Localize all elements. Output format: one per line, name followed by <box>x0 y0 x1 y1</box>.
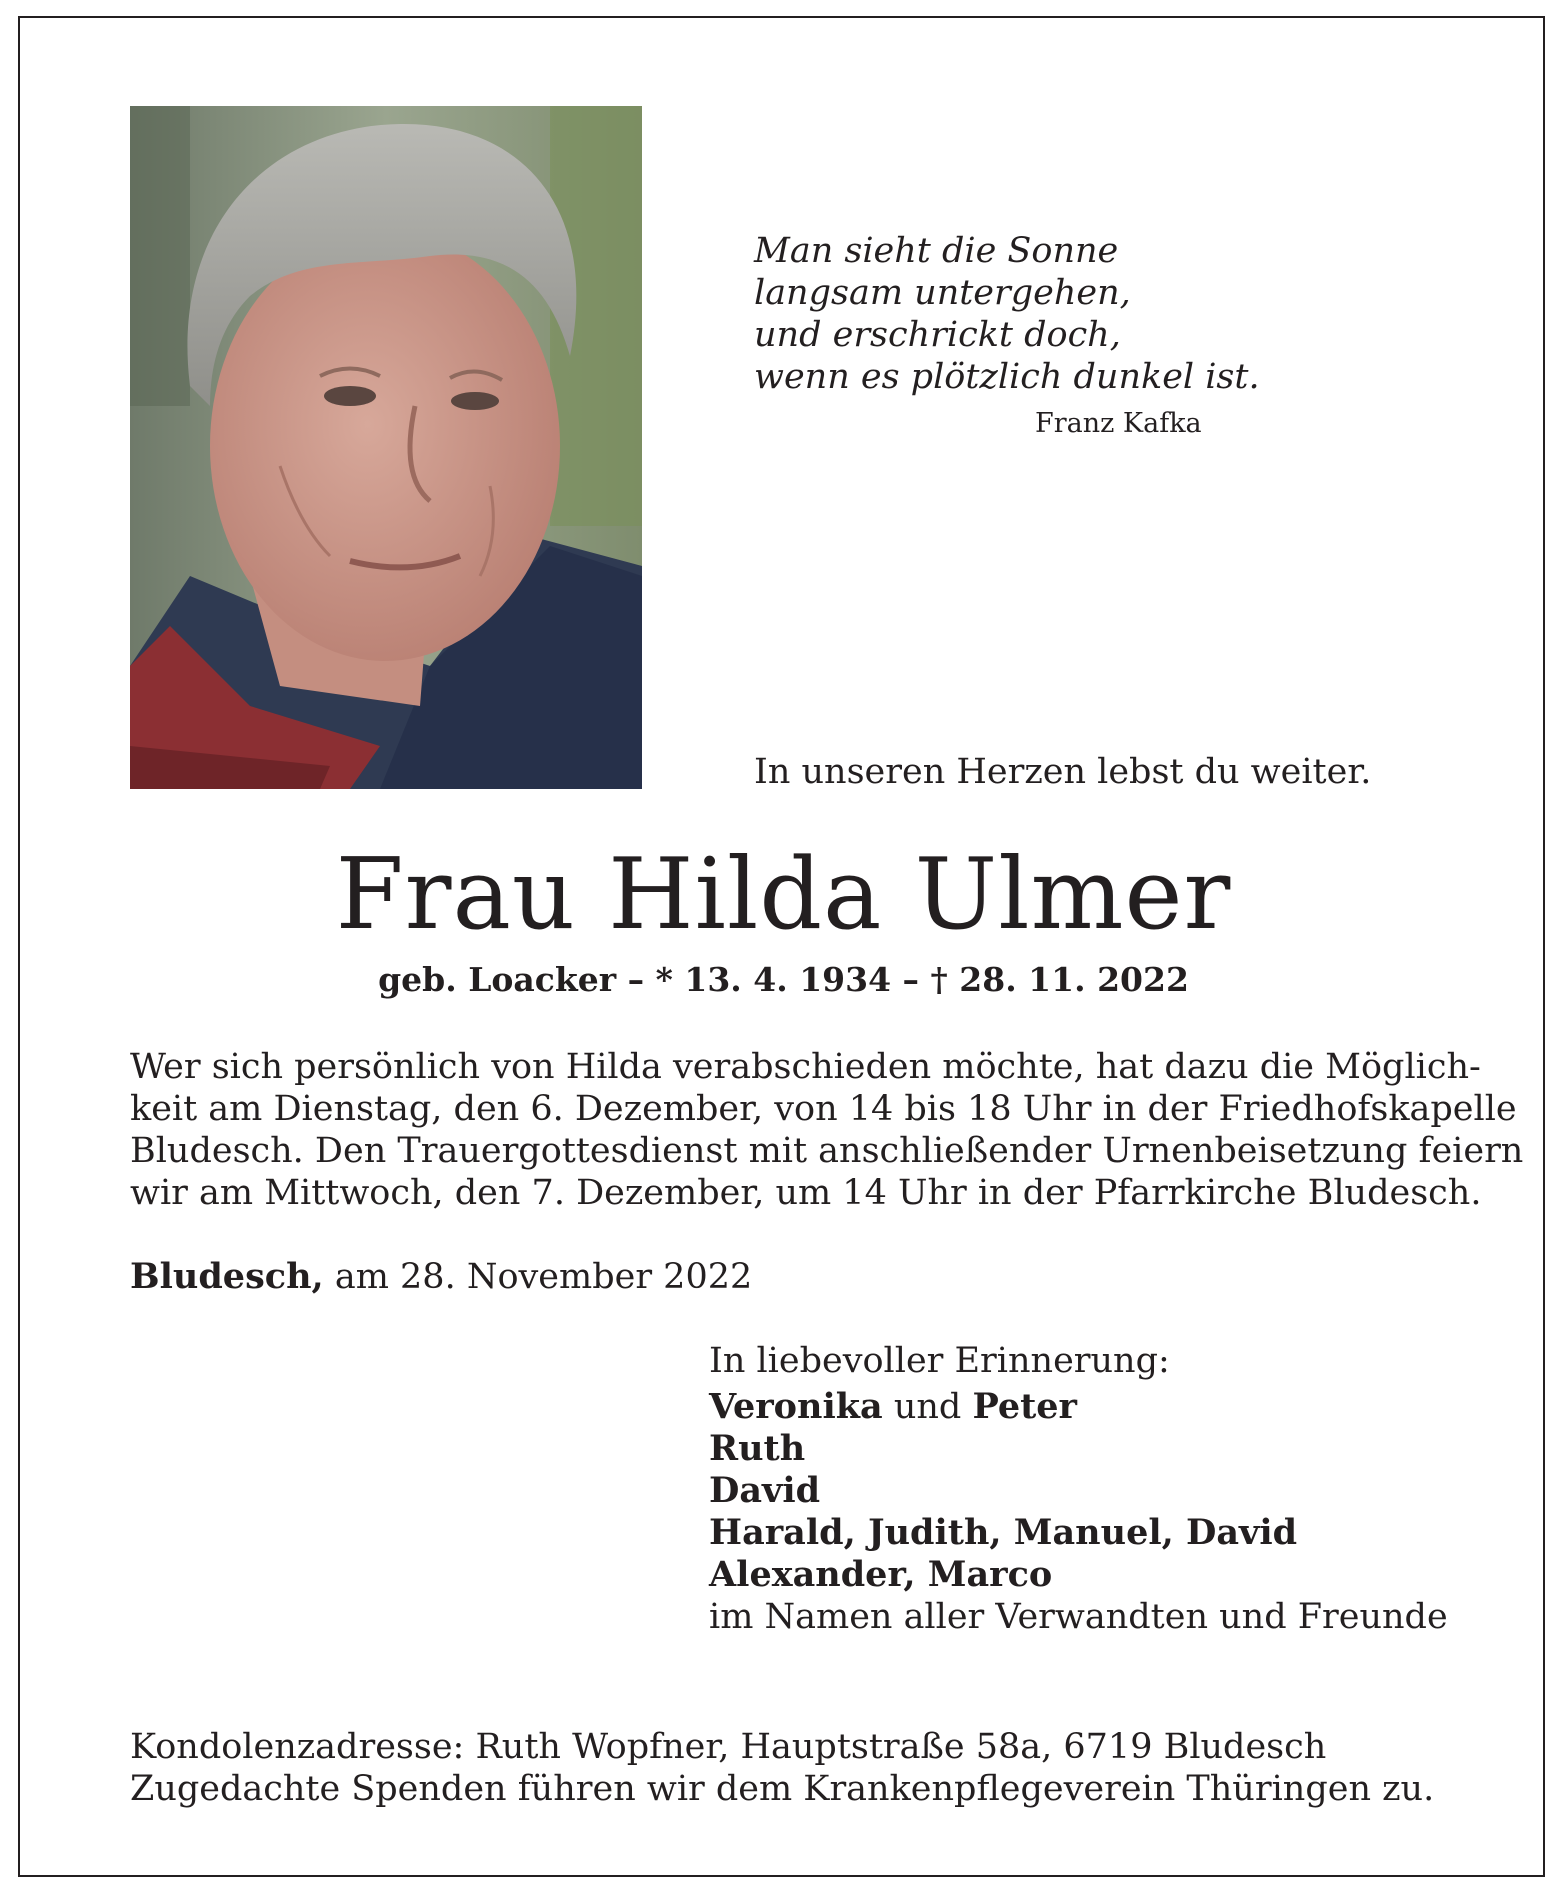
mourner-line: Ruth <box>709 1428 806 1469</box>
announcement-line: Wer sich persönlich von Hilda verabschieden möchte, hat dazu die Möglich- <box>130 1047 1481 1087</box>
mourner-line: David <box>709 1470 821 1511</box>
quote-line: wenn es plötzlich dunkel ist. <box>754 357 1260 397</box>
donation-note: Zugedachte Spenden führen wir dem Krankenpflegeverein Thüringen zu. <box>130 1769 1435 1809</box>
mourner-line: Harald, Judith, Manuel, David <box>709 1512 1298 1553</box>
announcement-line: wir am Mittwoch, den 7. Dezember, um 14 Uhr in der Pfarrkirche Bludesch. <box>130 1173 1482 1213</box>
announcement-line: Bludesch. Den Trauergottesdienst mit anschließender Urnenbeisetzung feiern <box>130 1131 1524 1171</box>
quote-author: Franz Kafka <box>1035 408 1202 439</box>
mourner-name: Veronika <box>709 1386 883 1427</box>
memory-intro: In liebevoller Erinnerung: <box>709 1341 1170 1381</box>
birth-death-details: geb. Loacker – * 13. 4. 1934 – † 28. 11. 2022 <box>378 960 1189 999</box>
quote-line: langsam untergehen, <box>754 273 1131 313</box>
mourner-join: und <box>893 1387 962 1427</box>
kafka-quote <box>754 230 1260 398</box>
funeral-announcement <box>130 1046 1524 1214</box>
quote-line: und erschrickt doch, <box>754 315 1121 355</box>
quote-line: Man sieht die Sonne <box>754 231 1119 271</box>
place-and-date <box>130 1256 752 1297</box>
mourners-closing: im Namen aller Verwandten und Freunde <box>709 1597 1448 1637</box>
date: am 28. November 2022 <box>334 1257 753 1297</box>
portrait-photo <box>130 106 642 789</box>
footer-notes <box>130 1726 1434 1810</box>
mourner-line: Alexander, Marco <box>709 1554 1053 1595</box>
announcement-line: keit am Dienstag, den 6. Dezember, von 14 bis 18 Uhr in der Friedhofskapelle <box>130 1089 1517 1129</box>
deceased-name: Frau Hilda Ulmer <box>335 838 1232 952</box>
place: Bludesch, <box>130 1256 324 1297</box>
mourner-name: Peter <box>972 1386 1077 1427</box>
memorial-motto: In unseren Herzen lebst du weiter. <box>754 752 1372 792</box>
mourners-block <box>709 1340 1448 1638</box>
condolence-address: Kondolenzadresse: Ruth Wopfner, Hauptstraße 58a, 6719 Bludesch <box>130 1727 1327 1767</box>
mourner-line <box>709 1386 1448 1428</box>
